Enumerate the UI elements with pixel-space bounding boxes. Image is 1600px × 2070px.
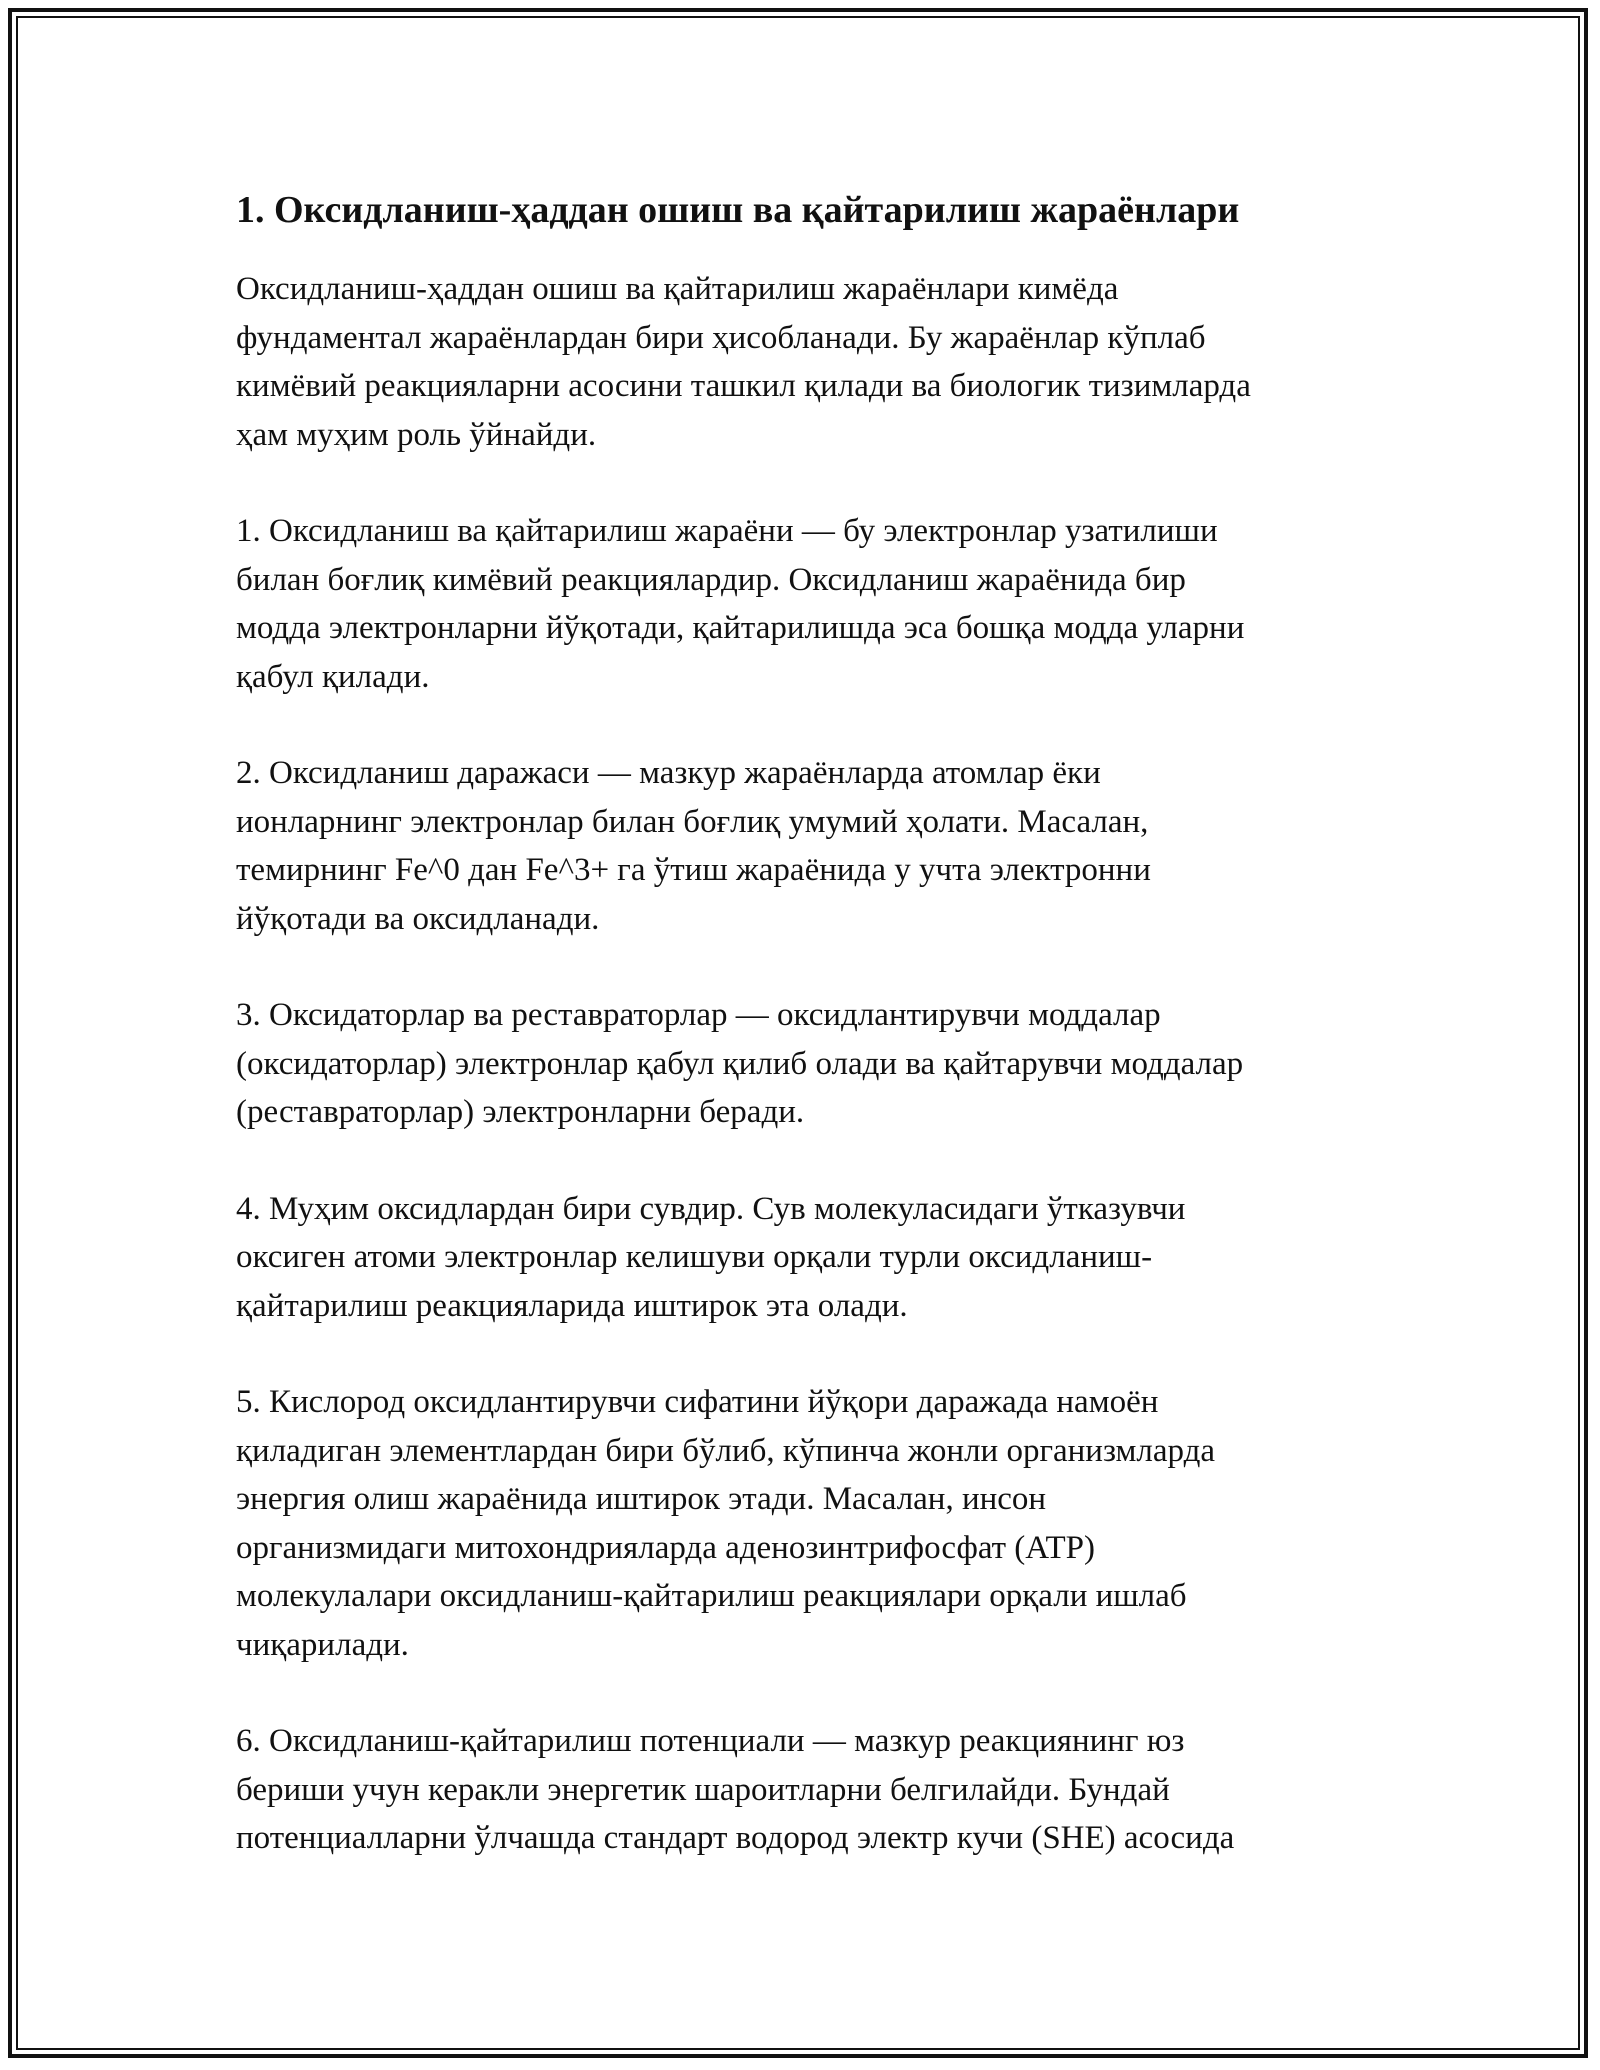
text-line: 2. Оксидланиш даражаси — мазкур жараёнларда атомлар ёки <box>236 755 1101 791</box>
text-line: потенциалларни ўлчашда стандарт водород электр кучи (SHE) асосида <box>236 1820 1235 1856</box>
text-line: қайтарилиш реакцияларида иштирок эта олади. <box>236 1287 908 1324</box>
text-line: оксиген атоми электронлар келишуви орқали турли оксидланиш- <box>236 1239 1153 1275</box>
text-line: қиладиган элементлардан бири бўлиб, кўпинча жонли организмларда <box>236 1432 1216 1469</box>
text-line: 6. Оксидланиш-қайтарилиш потенциали — мазкур реакциянинг юз <box>236 1723 1185 1759</box>
text-line: (реставраторлар) электронларни беради. <box>236 1094 805 1130</box>
text-line: Оксидланиш-ҳаддан ошиш ва қайтарилиш жараёнлари кимёда <box>236 271 1119 307</box>
text-line: темирнинг Fe^0 дан Fe^3+ га ўтиш жараёнида у учта электронни <box>236 852 1151 888</box>
text-line: билан боғлиқ кимёвий реакциялардир. Оксидланиш жараёнида бир <box>236 561 1186 598</box>
text-line: ҳам муҳим роль ўйнайди. <box>236 416 597 453</box>
text-line: модда электронларни йўқотади, қайтарилишда эса бошқа модда уларни <box>236 610 1245 646</box>
document-title: 1. Оксидланиш-ҳаддан ошиш ва қайтарилиш жараёнлари <box>236 189 1240 231</box>
text-line: қабул қилади. <box>236 658 430 695</box>
paragraph-item-2 <box>236 749 1376 943</box>
text-line: 3. Оксидаторлар ва реставраторлар — оксидлантирувчи моддалар <box>236 997 1161 1033</box>
text-line: энергия олиш жараёнида иштирок этади. Масалан, инсон <box>236 1481 1047 1517</box>
paragraph-item-1 <box>236 507 1376 701</box>
text-line: (оксидаторлар) электронлар қабул қилиб олади ва қайтарувчи моддалар <box>236 1045 1244 1082</box>
text-line: йўқотади ва оксидланади. <box>236 900 600 937</box>
text-line: фундаментал жараёнлардан бири ҳисобланади. Бу жараёнлар кўплаб <box>236 319 1206 356</box>
paragraph-item-4 <box>236 1185 1376 1331</box>
paragraph-item-6 <box>236 1717 1376 1863</box>
text-line: организмидаги митохондрияларда аденозинтрифосфат (ATP) <box>236 1529 1095 1566</box>
text-line: кимёвий реакцияларни асосини ташкил қилади ва биологик тизимларда <box>236 368 1251 404</box>
text-line: 5. Кислород оксидлантирувчи сифатини йўқори даражада намоён <box>236 1384 1159 1420</box>
text-line: бериши учун керакли энергетик шароитларни белгилайди. Бундай <box>236 1771 1170 1808</box>
text-line: чиқарилади. <box>236 1626 409 1663</box>
intro-paragraph <box>236 265 1376 459</box>
text-line: 4. Муҳим оксидлардан бири сувдир. Сув молекуласидаги ўтказувчи <box>236 1190 1186 1227</box>
document-body <box>236 186 1376 1863</box>
paragraph-item-3 <box>236 991 1376 1137</box>
text-line: ионларнинг электронлар билан боғлиқ умумий ҳолати. Масалан, <box>236 803 1149 840</box>
text-line: молекулалари оксидланиш-қайтарилиш реакциялари орқали ишлаб <box>236 1578 1187 1614</box>
paragraph-item-5 <box>236 1378 1376 1669</box>
text-line: 1. Оксидланиш ва қайтарилиш жараёни — бу электронлар узатилиши <box>236 513 1218 549</box>
